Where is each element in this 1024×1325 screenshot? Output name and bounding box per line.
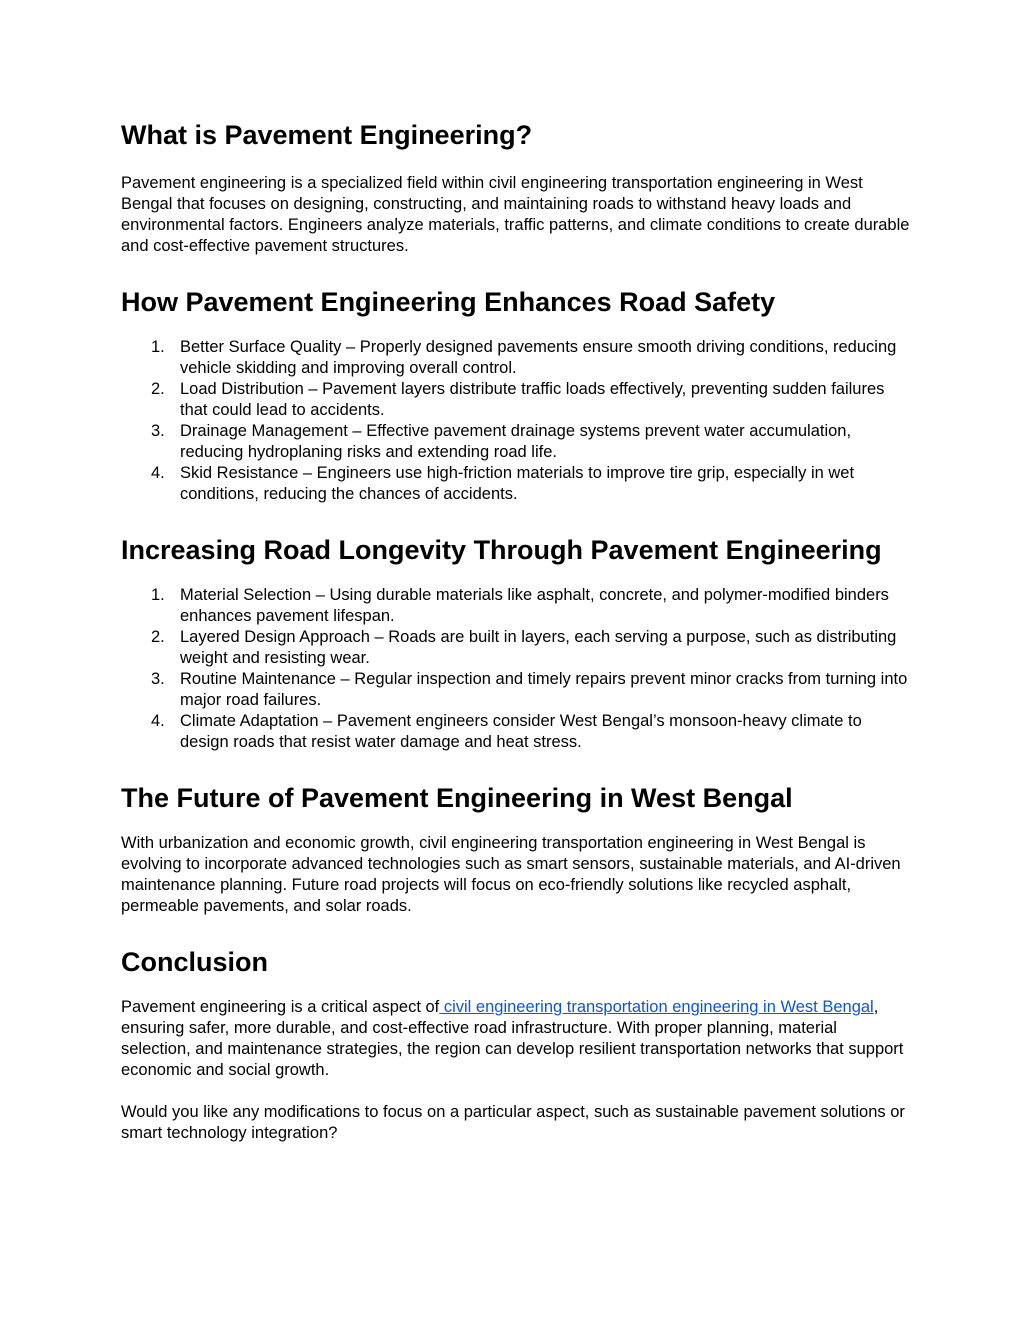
heading-conclusion: Conclusion [121,947,268,977]
list-item-number: 1. [151,338,165,356]
list-road-longevity [121,585,911,753]
paragraph-definition: Pavement engineering is a specialized field within civil engineering transportation engineering in West Bengal that focuses on designing, constructing, and maintaining roads to withstand heavy loads and environmental factors. Engineers analyze materials, traffic patterns, and climate conditions to create durable and cost-effective pavement structures. [121,174,910,255]
document-page [121,118,911,1144]
paragraph-future: With urbanization and economic growth, civil engineering transportation engineering in West Bengal is evolving to incorporate advanced technologies such as smart sensors, sustainable materials, and AI-driven maintenance planning. Future road projects will focus on eco-friendly solutions like recycled asphalt, permeable pavements, and solar roads. [121,834,901,915]
list-item [121,463,911,505]
conclusion-text-before-link: Pavement engineering is a critical aspect of [121,998,440,1016]
list-item [121,421,911,463]
list-item-text: Load Distribution – Pavement layers distribute traffic loads effectively, preventing sudden failures that could lead to accidents. [180,380,885,419]
list-item-number: 4. [151,464,165,482]
list-item-text: Material Selection – Using durable materials like asphalt, concrete, and polymer-modified binders enhances pavement lifespan. [180,586,889,625]
list-item [121,711,911,753]
list-item-text: Drainage Management – Effective pavement drainage systems prevent water accumulation, reducing hydroplaning risks and extending road life. [180,422,852,461]
list-road-safety [121,337,911,505]
list-item-text: Layered Design Approach – Roads are built in layers, each serving a purpose, such as distributing weight and resisting wear. [180,628,897,667]
heading-future-west-bengal: The Future of Pavement Engineering in West Bengal [121,783,793,813]
list-item-text: Routine Maintenance – Regular inspection and timely repairs prevent minor cracks from turning into major road failures. [180,670,908,709]
list-item-text: Better Surface Quality – Properly designed pavements ensure smooth driving conditions, reducing vehicle skidding and improving overall control. [180,338,897,377]
list-item-number: 4. [151,712,165,730]
conclusion-text-after-link: , ensuring safer, more durable, and cost-effective road infrastructure. With proper planning, material selection, and maintenance strategies, the region can develop resilient transportation networks that support economic and social growth. [121,998,904,1079]
heading-what-is-pavement-engineering: What is Pavement Engineering? [121,120,533,150]
list-item-number: 1. [151,586,165,604]
heading-road-safety: How Pavement Engineering Enhances Road Safety [121,287,776,317]
list-item-number: 3. [151,422,165,440]
list-item [121,627,911,669]
heading-road-longevity: Increasing Road Longevity Through Pavement Engineering [121,535,882,565]
list-item [121,337,911,379]
civil-engineering-link[interactable]: civil engineering transportation engineering in West Bengal [439,998,874,1016]
list-item-text: Skid Resistance – Engineers use high-friction materials to improve tire grip, especially in wet conditions, reducing the chances of accidents. [180,464,855,503]
paragraph-question: Would you like any modifications to focus on a particular aspect, such as sustainable pavement solutions or smart technology integration? [121,1103,905,1142]
list-item [121,379,911,421]
list-item-number: 2. [151,380,165,398]
paragraph-conclusion [121,997,911,1081]
list-item-text: Climate Adaptation – Pavement engineers consider West Bengal’s monsoon-heavy climate to design roads that resist water damage and heat stress. [180,712,862,751]
list-item-number: 2. [151,628,165,646]
list-item [121,585,911,627]
list-item [121,669,911,711]
list-item-number: 3. [151,670,165,688]
